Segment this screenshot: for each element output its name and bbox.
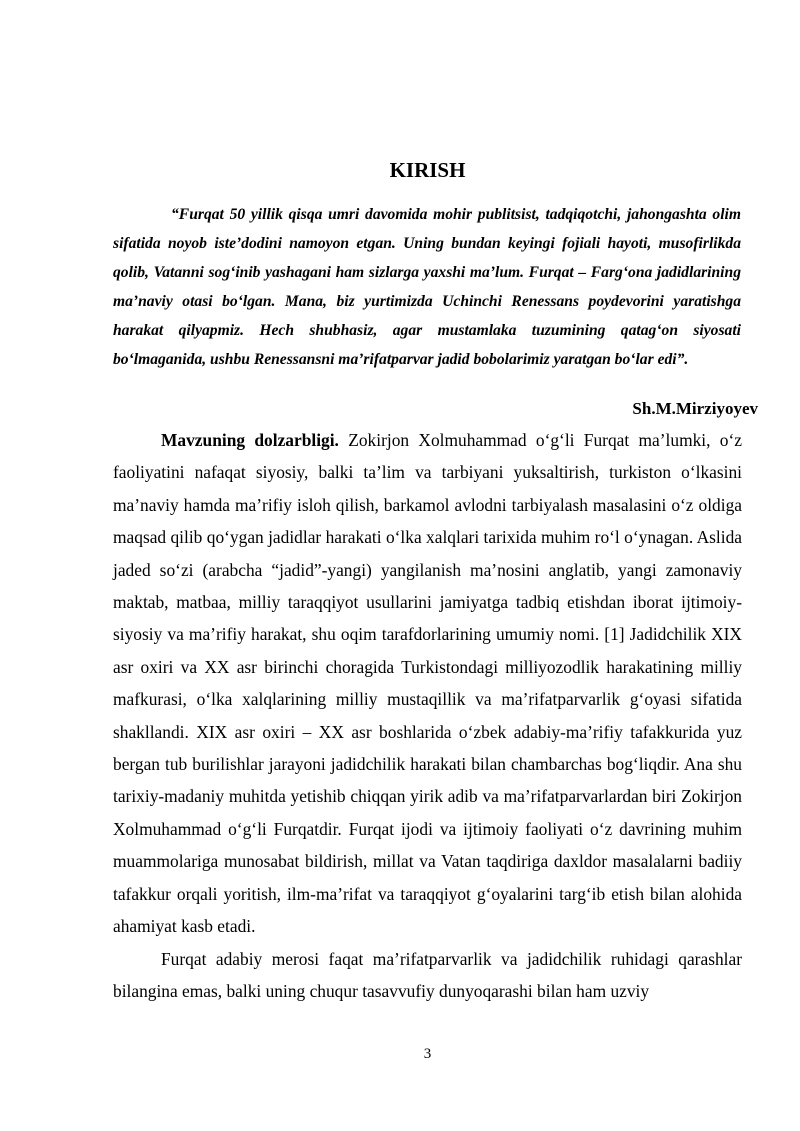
page-number: 3	[423, 1046, 432, 1062]
body-text	[113, 424, 742, 1007]
paragraph-text: Zokirjon Xolmuhammad o‘g‘li Furqat ma’lumki, o‘z faoliyatini nafaqat siyosiy, balki ta’lim va tarbiyani yuksaltirish, turkiston o‘lkasini ma’naviy hamda ma’rifiy isloh qilish, barkamol avlodni tarbiyalash masalasini o‘z oldiga maqsad qilib qo‘ygan jadidlar harakati o‘lka xalqlari tarixida muhim ro‘l o‘ynagan. Aslida jaded so‘zi (arabcha “jadid”-yangi) yangilanish ma’nosini anglatib, yangi zamonaviy maktab, matbaa, milliy taraqqiyot usullarini jamiyatga tadbiq etishdan iborat ijtimoiy-siyosiy va ma’rifiy harakat, shu oqim tarafdorlarining umumiy nomi. [1] Jadidchilik XIX asr oxiri va XX asr birinchi choragida Turkistondagi milliyozodlik harakatining milliy mafkurasi, o‘lka xalqlarining milliy mustaqillik va ma’rifatparvarlik g‘oyasi sifatida shakllandi. XIX asr oxiri – XX asr boshlarida o‘zbek adabiy-ma’rifiy tafakkurida yuz bergan tub burilishlar jarayoni jadidchilik harakati bilan chambarchas bog‘liqdir. Ana shu tarixiy-madaniy muhitda yetishib chiqqan yirik adib va ma’rifatparvarlardan biri Zokirjon Xolmuhammad o‘g‘li Furqatdir. Furqat ijodi va ijtimoiy faoliyati o‘z davrining muhim muammolariga munosabat bildirish, millat va Vatan taqdiriga daxldor masalalarni badiiy tafakkur orqali yoritish, ilm-ma’rifat va taraqqiyot g‘oyalarini targ‘ib etish bilan alohida ahamiyat kasb etadi.	[113, 430, 742, 937]
epigraph-author: Sh.M.Mirziyoyev	[632, 399, 758, 418]
paragraph-relevance	[113, 424, 742, 943]
page-title: KIRISH	[389, 158, 466, 182]
paragraph-lead: Mavzuning dolzarbligi.	[161, 430, 339, 450]
epigraph-quote: “Furqat 50 yillik qisqa umri davomida mohir publitsist, tadqiqotchi, jahongashta olim sifatida noyob iste’dodini namoyon etgan. Uning bundan keyingi fojiali hayoti, musofirlikda qolib, Vatanni sog‘inib yashagani ham sizlarga yaxshi ma’lum. Furqat – Farg‘ona jadidlarining ma’naviy otasi bo‘lgan. Mana, biz yurtimizda Uchinchi Renessans poydevorini yaratishga harakat qilyapmiz. Hech shubhasiz, agar mustamlaka tuzumining qatag‘on siyosati bo‘lmaganida, ushbu Renessansni ma’rifatparvar jadid bobolarimiz yaratgan bo‘lar edi”.	[113, 206, 741, 368]
paragraph-heritage: Furqat adabiy merosi faqat ma’rifatparvarlik va jadidchilik ruhidagi qarashlar bilangina emas, balki uning chuqur tasavvufiy dunyoqarashi bilan ham uzviy	[113, 948, 742, 1001]
